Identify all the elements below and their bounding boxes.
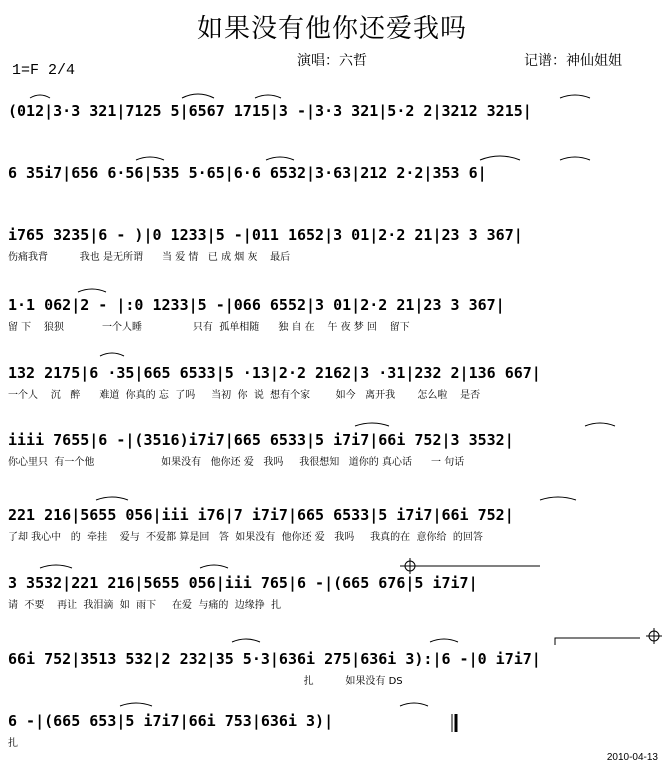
notator-credit: 记谱：神仙姐姐 — [524, 53, 622, 69]
slur-mark — [480, 156, 520, 160]
slur-mark — [560, 157, 590, 160]
lyric-line: 留 下 狼狈 一个人睡 只有 孤单相随 独 自 在 午 夜 梦 回 留下 — [8, 322, 410, 333]
final-barline — [452, 714, 456, 732]
notation-line: 221 216|5655 056|iii i76|7 i7i7|665 6533|5 i7i7|66i 752| — [8, 506, 514, 524]
slur-mark — [96, 497, 128, 500]
slur-mark — [120, 703, 152, 706]
slur-mark — [78, 289, 106, 292]
notation-line: 132 2175|6 ·35|665 6533|5 ·13|2·2 2162|3 ·31|232 2|136 667| — [8, 364, 541, 382]
slur-mark — [136, 157, 164, 160]
slur-mark — [355, 423, 389, 426]
notation-line: i765 3235|6 - )|0 1233|5 -|011 1652|3 01|2·2 21|23 3 367| — [8, 226, 523, 244]
notation-line: (012|3·3 321|7125 5|6567 1715|3 -|3·3 321|5·2 2|3212 3215| — [8, 102, 532, 120]
notation-line: 66i 752|3513 532|2 232|35 5·3|636i 275|636i 3):|6 -|0 i7i7| — [8, 650, 541, 668]
slur-mark — [266, 157, 294, 160]
lyric-line: 扎 — [8, 738, 18, 749]
lyric-line: 你心里只 有一个他 如果没有 他你还 爱 我吗 我很想知 道你的 真心话 一 句话 — [8, 457, 465, 468]
lyric-line: 一个人 沉 醉 难道 你真的 忘 了吗 当初 你 说 想有个家 如今 离开我 怎么啦 是否 — [8, 390, 481, 401]
slur-mark — [200, 565, 228, 568]
song-title: 如果没有他你还爱我吗 — [196, 14, 467, 44]
lyric-line: 扎 如果没有 DS — [8, 676, 403, 687]
slur-mark — [40, 565, 72, 568]
lyric-line: 了却 我心中 的 牵挂 爱与 不爱都 算是回 答 如果没有 他你还 爱 我吗 我真的在 意你给 的回答 — [8, 532, 483, 543]
slur-mark — [255, 95, 281, 98]
slur-mark — [30, 95, 50, 98]
slur-mark — [560, 95, 590, 98]
notation-line: 6 35i7|656 6·56|535 5·65|6·6 6532|3·63|212 2·2|353 6| — [8, 164, 487, 182]
slur-mark — [100, 353, 124, 356]
slur-mark — [400, 703, 428, 706]
key-signature: 1=F 2/4 — [12, 62, 76, 79]
slur-mark — [585, 423, 615, 426]
slur-mark — [182, 94, 214, 98]
lyric-line: 请 不要 再让 我泪滴 如 雨下 在爱 与痛的 边缘挣 扎 — [8, 600, 282, 611]
volta-bracket — [555, 638, 640, 645]
notation-line: iiii 7655|6 -|(3516)i7i7|665 6533|5 i7i7|66i 752|3 3532| — [8, 431, 514, 449]
notation-line: 6 -|(665 653|5 i7i7|66i 753|636i 3)| — [8, 712, 334, 730]
singer-credit: 演唱：六哲 — [297, 53, 367, 69]
slur-mark — [430, 639, 458, 642]
coda-icon — [402, 558, 418, 574]
lyric-line: 伤痛我背 我也 是无所谓 当 爱 情 已 成 烟 灰 最后 — [8, 252, 291, 263]
transcription-date: 2010-04-13 — [606, 752, 658, 763]
notation-line: 1·1 062|2 - |:0 1233|5 -|066 6552|3 01|2·2 21|23 3 367| — [8, 296, 505, 314]
slur-mark — [540, 497, 576, 500]
coda-icon — [646, 628, 662, 644]
slur-mark — [232, 639, 260, 642]
notation-line: 3 3532|221 216|5655 056|iii 765|6 -|(665 676|5 i7i7| — [8, 574, 478, 592]
